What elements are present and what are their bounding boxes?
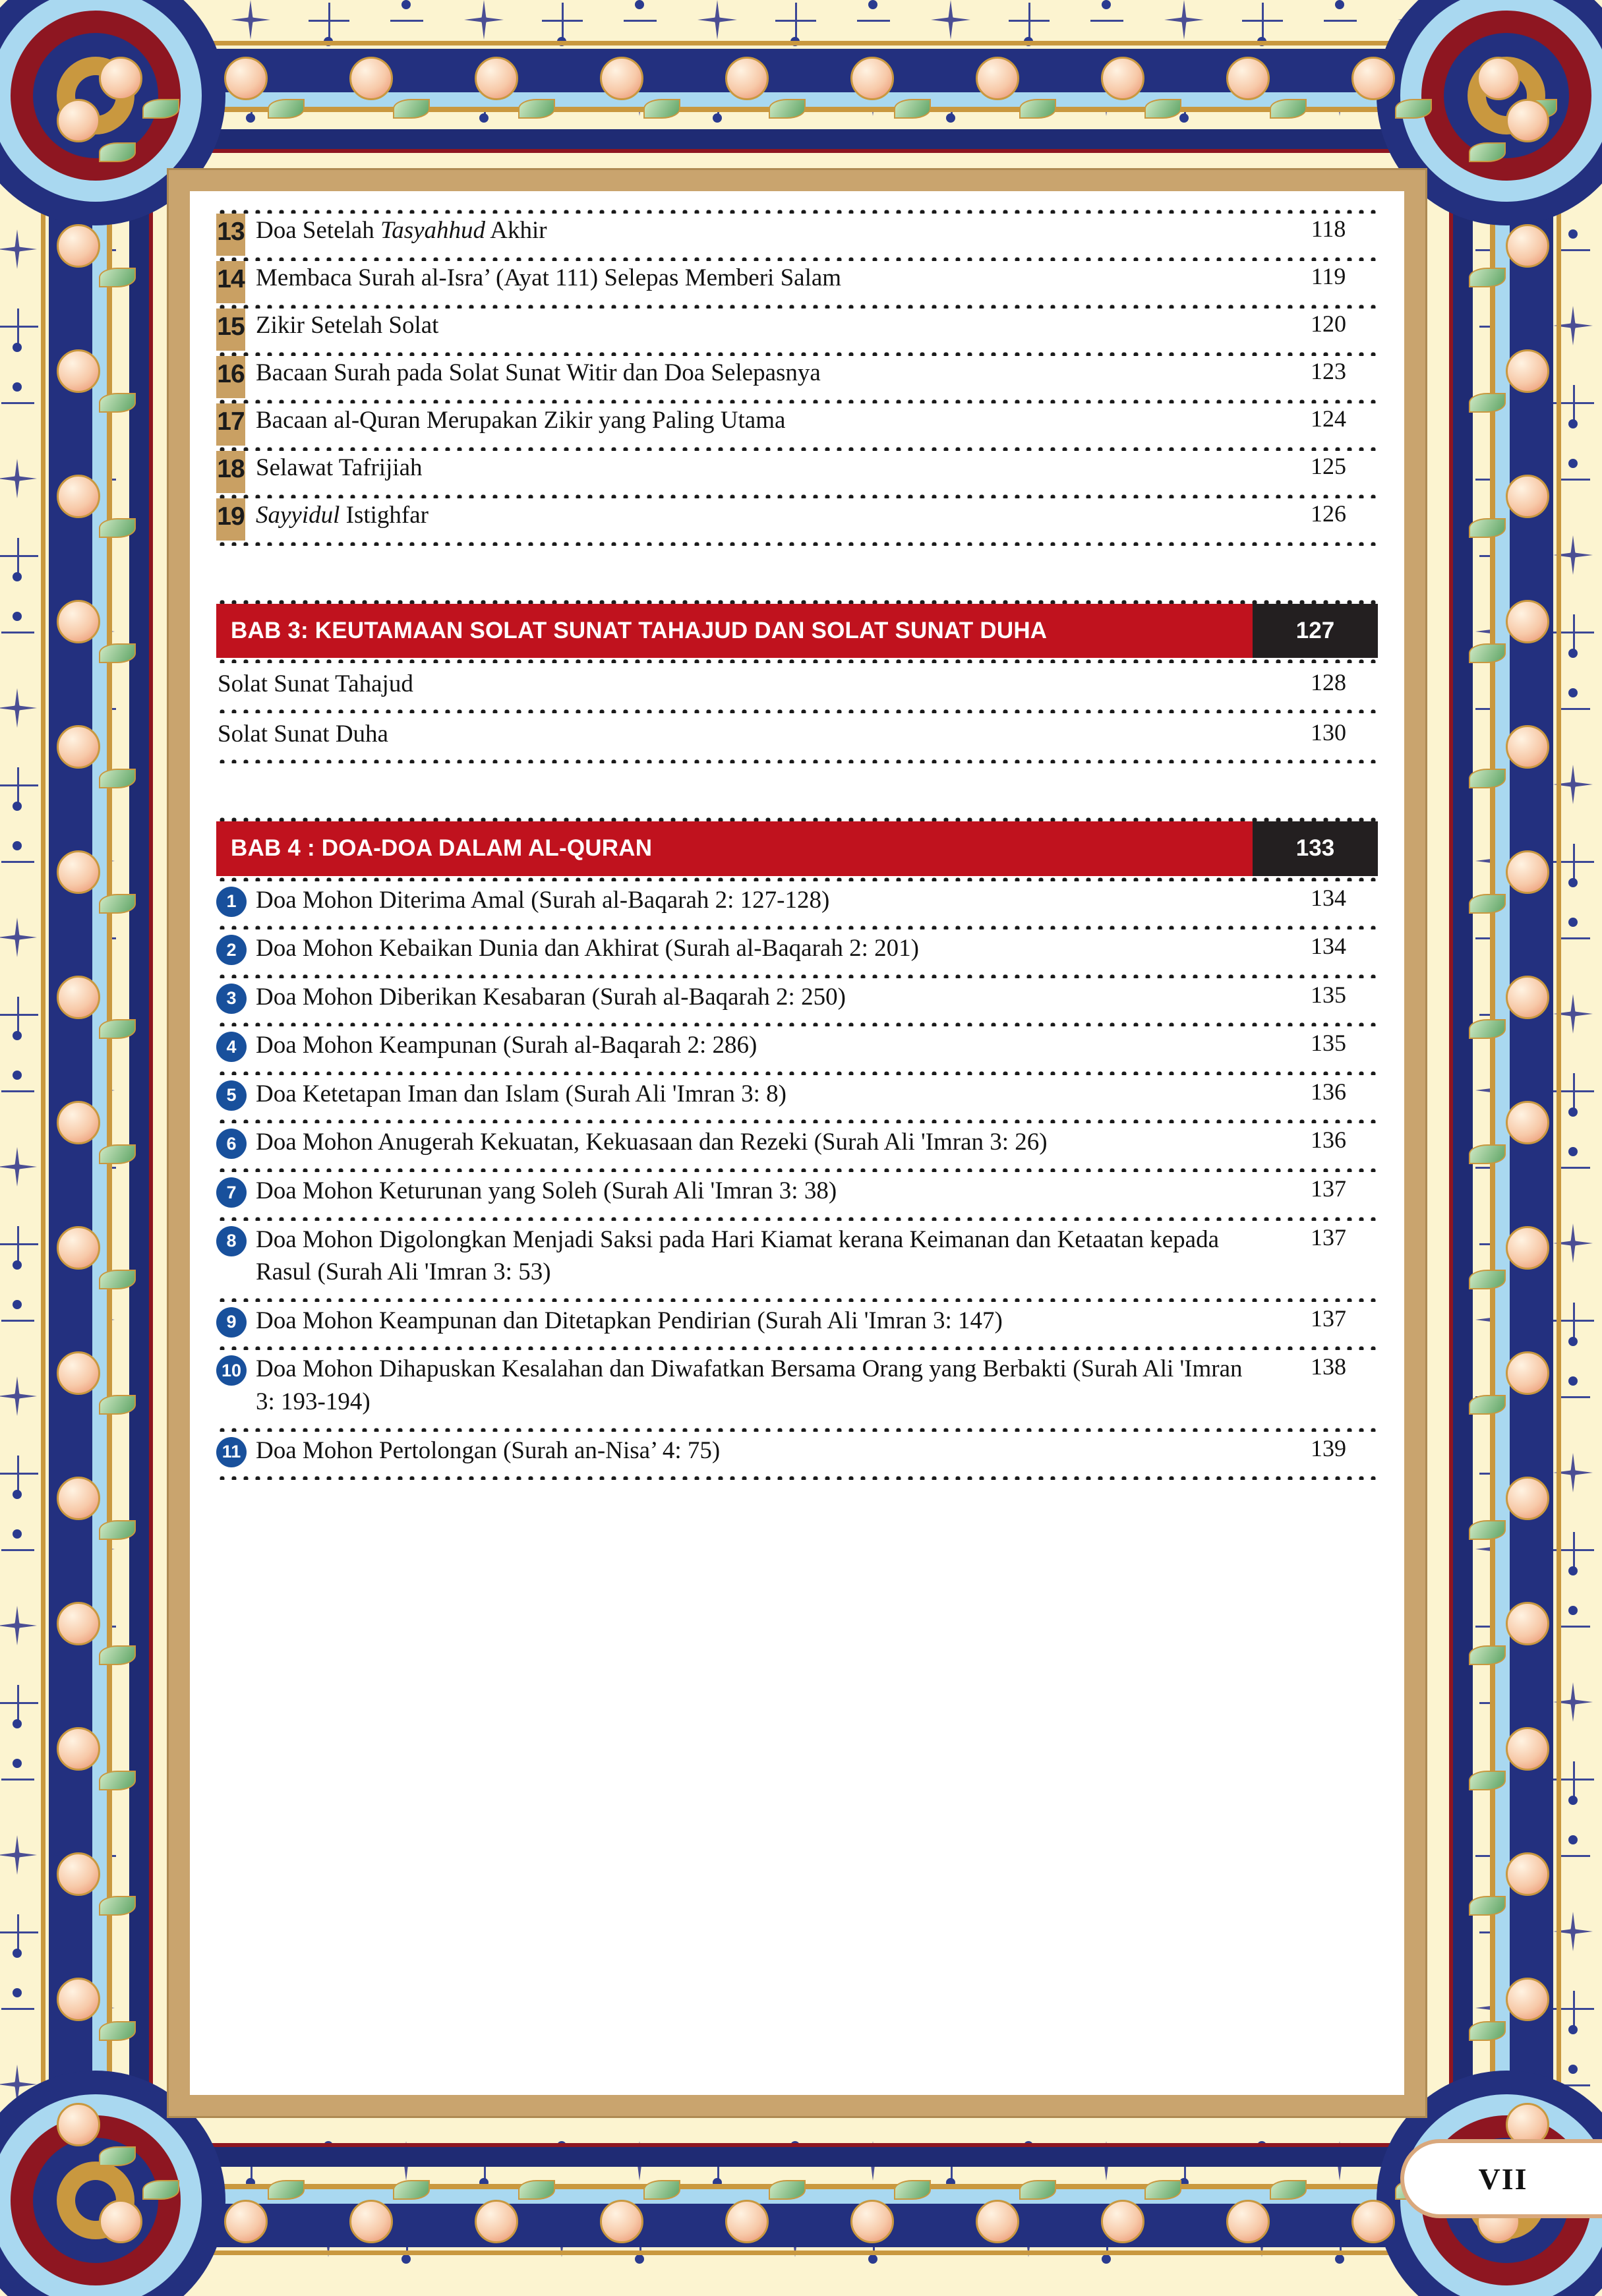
chapter-4-title: BAB 4 : DOA-DOA DALAM AL-QURAN xyxy=(216,821,1253,875)
leader-rule xyxy=(216,541,1378,546)
chapter-4-entry-list xyxy=(216,881,1378,1481)
entry-page-number: 136 xyxy=(1311,1078,1346,1105)
entry-title: Doa Mohon Keturunan yang Soleh (Surah Ali 'Imran 3: 38) xyxy=(256,1177,837,1205)
entry-page-number: 138 xyxy=(1311,1353,1346,1380)
leader-rule xyxy=(216,758,1378,763)
entry-title: Doa Mohon Diterima Amal (Surah al-Baqarah 2: 127-128) xyxy=(256,886,830,914)
toc-entry[interactable] xyxy=(216,713,1378,763)
toc-entry[interactable] xyxy=(216,261,1378,309)
numbered-entry-list xyxy=(216,214,1378,546)
entry-page-number: 120 xyxy=(1311,310,1346,337)
toc-entry[interactable] xyxy=(216,403,1378,451)
entry-title: Doa Setelah Tasyahhud Akhir xyxy=(256,217,547,244)
toc-entry[interactable] xyxy=(216,1350,1378,1431)
entry-title: Doa Mohon Dihapuskan Kesalahan dan Diwafatkan Bersama Orang yang Berbakti (Surah Ali 'Imran 3: 193-194) xyxy=(256,1355,1243,1415)
leader-rule xyxy=(216,446,1378,451)
entry-page-number: 134 xyxy=(1311,933,1346,960)
toc-entry[interactable] xyxy=(216,1302,1378,1351)
entry-page-number: 125 xyxy=(1311,453,1346,479)
content-panel-frame xyxy=(169,170,1425,2116)
entry-title: Solat Sunat Duha xyxy=(218,721,388,748)
entry-number-badge: 13 xyxy=(216,214,245,256)
toc-entry[interactable] xyxy=(216,214,1378,261)
leader-rule xyxy=(216,1167,1378,1172)
leader-rule xyxy=(216,303,1378,309)
leader-rule xyxy=(216,1216,1378,1221)
chapter-3-title: BAB 3: KEUTAMAAN SOLAT SUNAT TAHAJUD DAN SOLAT SUNAT DUHA xyxy=(216,604,1253,658)
table-of-contents xyxy=(190,191,1404,2095)
entry-page-number: 137 xyxy=(1311,1175,1346,1202)
toc-entry[interactable] xyxy=(216,451,1378,498)
leader-rule xyxy=(216,398,1378,403)
leader-rule xyxy=(216,973,1378,978)
toc-entry[interactable] xyxy=(216,1172,1378,1221)
entry-title: Doa Mohon Kebaikan Dunia dan Akhirat (Surah al-Baqarah 2: 201) xyxy=(256,935,919,962)
toc-entry[interactable] xyxy=(216,309,1378,356)
entry-number-badge: 18 xyxy=(216,451,245,493)
entry-page-number: 123 xyxy=(1311,358,1346,384)
entry-title: Doa Mohon Pertolongan (Surah an-Nisa’ 4: 75) xyxy=(256,1436,721,1464)
entry-title: Doa Mohon Anugerah Kekuatan, Kekuasaan dan Rezeki (Surah Ali 'Imran 3: 26) xyxy=(256,1129,1048,1156)
entry-title: Doa Ketetapan Iman dan Islam (Surah Ali 'Imran 3: 8) xyxy=(256,1080,787,1107)
entry-title: Zikir Setelah Solat xyxy=(256,312,439,339)
leader-rule xyxy=(216,599,1378,604)
leader-rule xyxy=(216,658,1378,663)
entry-number-badge: 16 xyxy=(216,356,245,398)
entry-number-badge: 8 xyxy=(216,1226,247,1256)
toc-entry[interactable] xyxy=(216,1026,1378,1075)
toc-entry[interactable] xyxy=(216,1075,1378,1124)
entry-page-number: 124 xyxy=(1311,405,1346,432)
entry-page-number: 135 xyxy=(1311,1030,1346,1057)
chapter-4-block xyxy=(216,816,1378,1480)
toc-entry[interactable] xyxy=(216,978,1378,1027)
toc-entry[interactable] xyxy=(216,356,1378,403)
entry-title: Doa Mohon Keampunan dan Ditetapkan Pendirian (Surah Ali 'Imran 3: 147) xyxy=(256,1307,1003,1334)
toc-entry[interactable] xyxy=(216,929,1378,978)
entry-page-number: 136 xyxy=(1311,1127,1346,1154)
toc-entry[interactable] xyxy=(216,881,1378,930)
entry-number-badge: 17 xyxy=(216,403,245,446)
chapter-4-bar[interactable] xyxy=(216,821,1378,875)
toc-entry[interactable] xyxy=(216,1123,1378,1172)
entry-title: Solat Sunat Tahajud xyxy=(218,670,413,698)
entry-page-number: 137 xyxy=(1311,1223,1346,1251)
entry-number-badge: 6 xyxy=(216,1129,247,1159)
chapter-3-block xyxy=(216,599,1378,763)
leader-rule xyxy=(216,1070,1378,1075)
entry-page-number: 128 xyxy=(1311,669,1346,696)
entry-number-badge: 2 xyxy=(216,935,247,965)
entry-page-number: 139 xyxy=(1311,1434,1346,1461)
entry-number-badge: 4 xyxy=(216,1032,247,1062)
leader-rule xyxy=(216,256,1378,261)
leader-rule xyxy=(216,1118,1378,1123)
entry-number-badge: 3 xyxy=(216,984,247,1014)
entry-number-badge: 11 xyxy=(216,1437,247,1467)
entry-number-badge: 1 xyxy=(216,887,247,917)
entry-number-badge: 5 xyxy=(216,1080,247,1111)
entry-page-number: 137 xyxy=(1311,1305,1346,1332)
leader-rule xyxy=(216,1475,1378,1480)
toc-entry[interactable] xyxy=(216,1221,1378,1302)
entry-title: Bacaan al-Quran Merupakan Zikir yang Paling Utama xyxy=(256,407,786,434)
section-gap xyxy=(216,546,1378,595)
leader-rule xyxy=(216,208,1378,214)
entry-number-badge: 10 xyxy=(216,1355,247,1386)
entry-number-badge: 7 xyxy=(216,1177,247,1208)
toc-entry[interactable] xyxy=(216,1432,1378,1481)
section-gap xyxy=(216,763,1378,812)
entry-title: Selawat Tafrijiah xyxy=(256,454,423,481)
entry-title: Bacaan Surah pada Solat Sunat Witir dan Doa Selepasnya xyxy=(256,359,821,386)
entry-title: Doa Mohon Keampunan (Surah al-Baqarah 2: 286) xyxy=(256,1032,757,1059)
leader-rule xyxy=(216,1021,1378,1026)
leader-rule xyxy=(216,924,1378,929)
entry-title: Doa Mohon Digolongkan Menjadi Saksi pada Hari Kiamat kerana Keimanan dan Ketaatan kepada Rasul (Surah Ali 'Imran 3: 53) xyxy=(256,1225,1220,1286)
entry-page-number: 134 xyxy=(1311,884,1346,911)
leader-rule xyxy=(216,1297,1378,1302)
leader-rule xyxy=(216,493,1378,498)
entry-page-number: 130 xyxy=(1311,719,1346,746)
folio-page-number: VII xyxy=(1400,2139,1602,2218)
chapter-3-bar[interactable] xyxy=(216,604,1378,658)
leader-rule xyxy=(216,708,1378,713)
entry-title: Doa Mohon Diberikan Kesabaran (Surah al-Baqarah 2: 250) xyxy=(256,983,846,1011)
entry-number-badge: 19 xyxy=(216,498,245,541)
toc-entry[interactable] xyxy=(216,663,1378,713)
chapter-3-entry-list xyxy=(216,663,1378,763)
leader-rule xyxy=(216,876,1378,881)
entry-page-number: 126 xyxy=(1311,500,1346,527)
toc-entry[interactable] xyxy=(216,498,1378,546)
entry-number-badge: 9 xyxy=(216,1307,247,1338)
entry-title: Membaca Surah al-Isra’ (Ayat 111) Selepas Memberi Salam xyxy=(256,264,842,291)
leader-rule xyxy=(216,1427,1378,1432)
entry-page-number: 135 xyxy=(1311,981,1346,1008)
entry-title: Sayyidul Istighfar xyxy=(256,502,429,529)
entry-number-badge: 14 xyxy=(216,261,245,303)
chapter-4-page: 133 xyxy=(1253,821,1378,875)
leader-rule xyxy=(216,1345,1378,1350)
entry-number-badge: 15 xyxy=(216,309,245,351)
chapter-3-page: 127 xyxy=(1253,604,1378,658)
entry-page-number: 119 xyxy=(1311,263,1346,289)
leader-rule xyxy=(216,351,1378,356)
entry-page-number: 118 xyxy=(1311,216,1346,242)
leader-rule xyxy=(216,816,1378,821)
